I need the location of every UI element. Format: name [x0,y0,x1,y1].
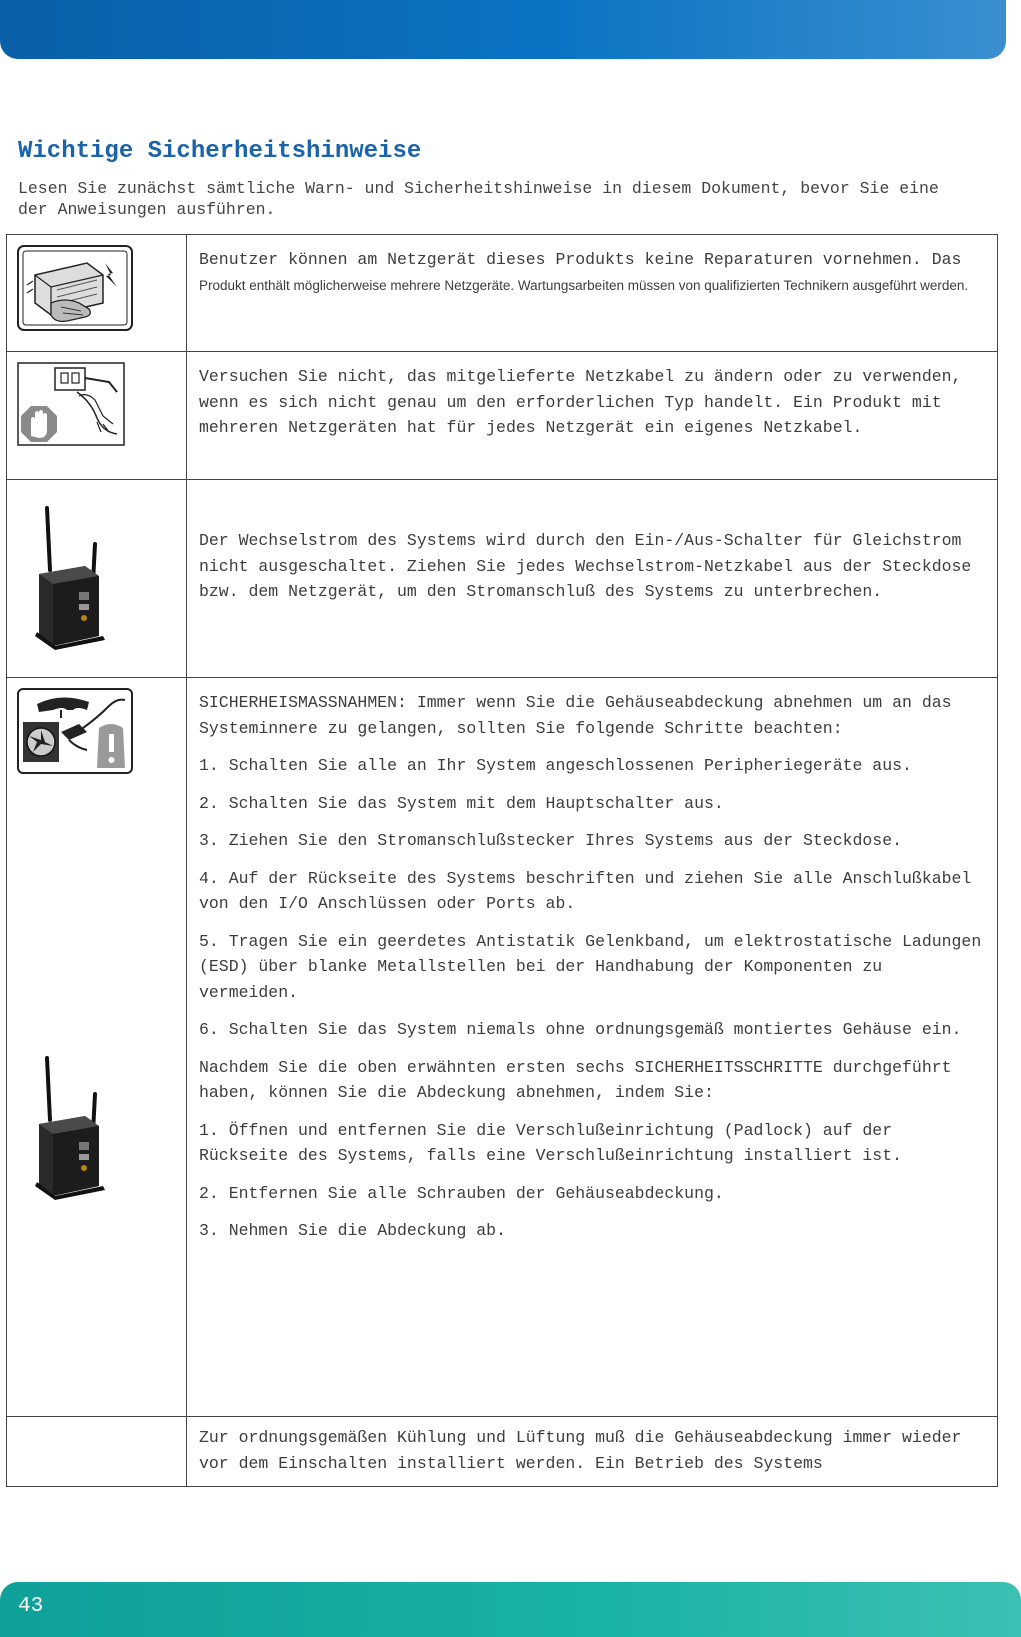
safety-table [6,234,998,1487]
power-supply-warning-icon [17,245,176,336]
list-item: 5. Tragen Sie ein geerdetes Antistatik Gelenkband, um elektrostatische Ladungen (ESD) über blanke Metallstellen bei der Handhabung der Komponenten zu vermeiden. [199,931,982,1002]
safety-row [7,352,998,480]
safety-row [7,1417,998,1487]
page-heading: Wichtige Sicherheitshinweise [18,138,422,165]
row-text-mono: Benutzer können am Netzgerät dieses Produkts keine Reparaturen vornehmen. Das [199,250,962,269]
paragraph: SICHERHEISMASSNAHMEN: Immer wenn Sie die Gehäuseabdeckung abnehmen um an das Systeminnere zu gelangen, sollten Sie folgende Schritte beachten: [199,693,952,738]
list-item: 4. Auf der Rückseite des Systems beschriften und ziehen Sie alle Anschlußkabel von den I/O Anschlüssen oder Ports ab. [199,868,972,913]
row-text: Zur ordnungsgemäßen Kühlung und Lüftung muß die Gehäuseabdeckung immer wieder vor dem Einschalten installiert werden. Ein Betrieb des Systems [187,1417,998,1487]
disconnect-caution-icon [17,688,176,779]
row-text-sans: Produkt enthält möglicherweise mehrere Netzgeräte. Wartungsarbeiten müssen von qualifizierten Technikern ausgeführt werden. [199,277,969,293]
list-item: 2. Schalten Sie das System mit dem Hauptschalter aus. [199,793,724,813]
safety-row [7,678,998,1417]
power-cord-stop-icon [17,362,176,451]
list-item: 1. Schalten Sie alle an Ihr System angeschlossenen Peripheriegeräte aus. [199,756,912,775]
list-item: 6. Schalten Sie das System niemals ohne ordnungsgemäß montiertes Gehäuse ein. [199,1020,962,1039]
list-item: 3. Ziehen Sie den Stromanschlußstecker Ihres Systems aus der Steckdose. [199,831,903,850]
list-item: 3. Nehmen Sie die Abdeckung ab. [199,1221,506,1240]
footer-band [0,1582,1021,1637]
intro-text: Lesen Sie zunächst sämtliche Warn- und Sicherheitshinweise in diesem Dokument, bevor Sie eine der Anweisungen ausführen. [18,179,939,219]
icon-cell [7,678,187,1417]
paragraph: Nachdem Sie die oben erwähnten ersten sechs SICHERHEITSSCHRITTE durchgeführt haben, können Sie die Abdeckung abnehmen, indem Sie: [199,1057,952,1102]
router-device-icon [33,1054,109,1207]
safety-row [7,235,998,352]
row-text [187,678,998,1417]
icon-cell [7,352,187,480]
list-item: 2. Entfernen Sie alle Schrauben der Gehäuseabdeckung. [199,1183,724,1203]
header-band [0,0,1006,59]
safety-row [7,480,998,678]
page-number: 43 [18,1595,44,1618]
router-device-icon [33,504,176,657]
row-text [187,235,998,352]
icon-cell [7,235,187,352]
row-text: Versuchen Sie nicht, das mitgelieferte Netzkabel zu ändern oder zu verwenden, wenn es sich nicht genau um den erforderlichen Typ handelt. Ein Produkt mit mehreren Netzgeräten hat für jedes Netzgerät ein eigenes Netzkabel. [187,352,998,480]
row-text: Der Wechselstrom des Systems wird durch den Ein-/Aus-Schalter für Gleichstrom nicht ausgeschaltet. Ziehen Sie jedes Wechselstrom-Netzkabel aus der Steckdose bzw. dem Netzgerät, um den Stromanschluß des Systems zu unterbrechen. [187,480,998,678]
list-item: 1. Öffnen und entfernen Sie die Verschlußeinrichtung (Padlock) auf der Rückseite des Systems, falls eine Verschlußeinrichtung installiert ist. [199,1120,903,1165]
icon-cell [7,480,187,678]
icon-cell [7,1417,187,1487]
